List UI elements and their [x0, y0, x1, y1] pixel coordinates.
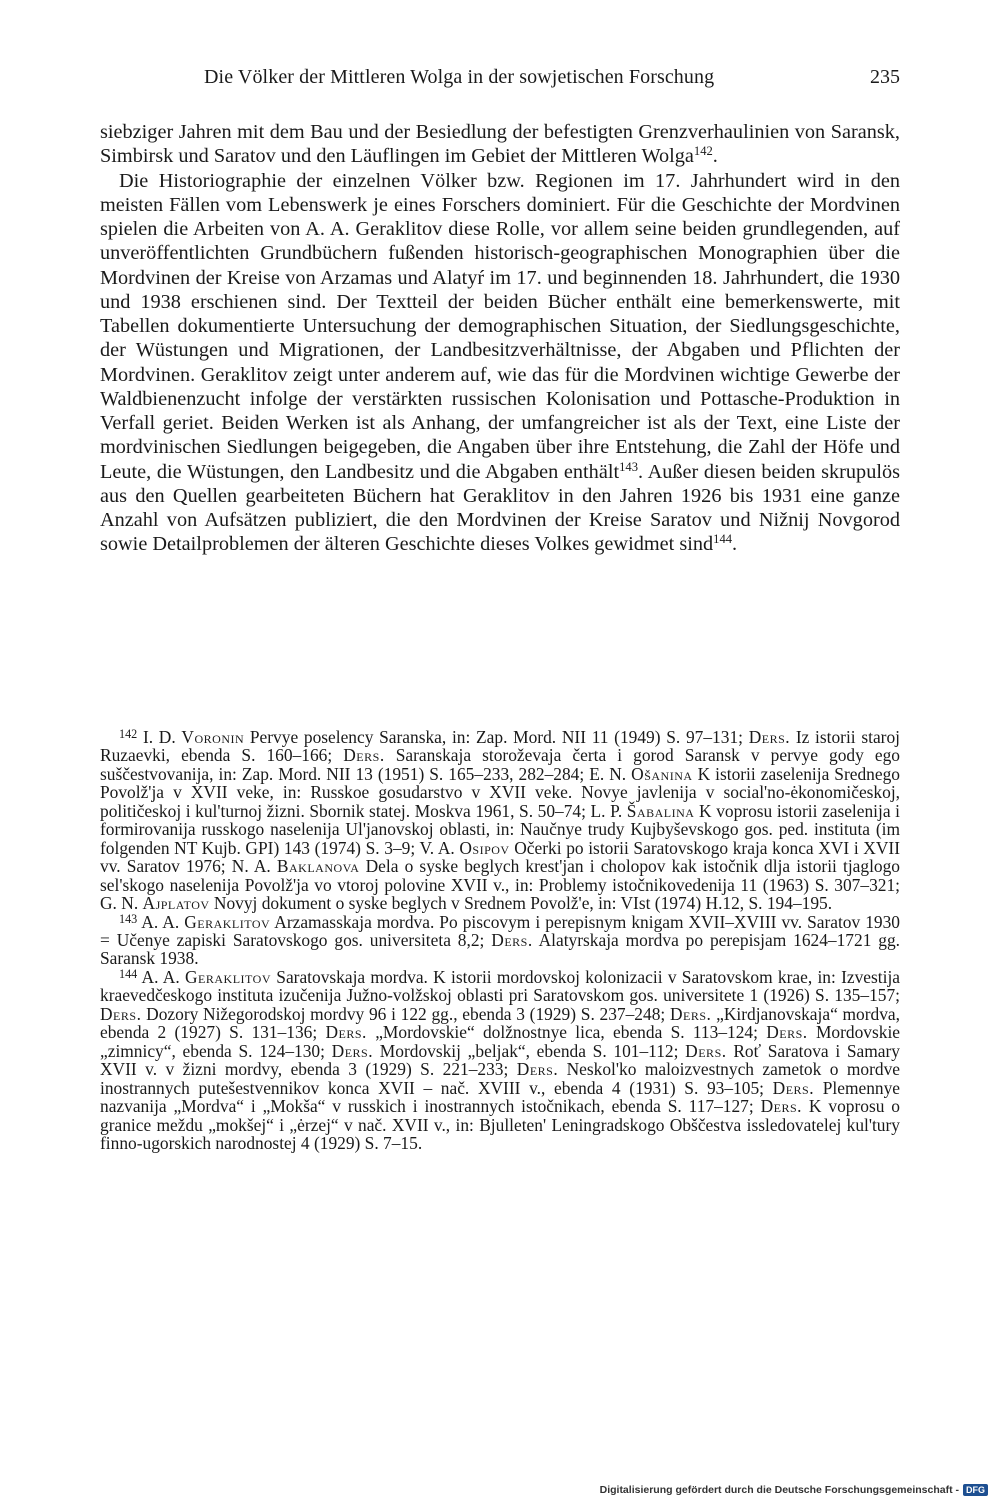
- footnote-ref-143[interactable]: 143: [619, 459, 638, 474]
- running-title: Die Völker der Mittleren Wolga in der sowjetischen Forschung: [204, 66, 715, 88]
- footer-text: Digitalisierung gefördert durch die Deutsche Forschungsgemeinschaft -: [599, 1484, 959, 1496]
- footnote-142: $^{142}$ I. D. Voronin Pervye poselency Saranska, in: Zap. Mord. NII 11 (1949) S. 97–131; Ders. Iz istorii staroj Ruzaevki, ebenda S. 160–166; Ders. Saranskaja storoževaja čerta i gorod Saransk v pervye gody ego suščestvovanija, in: Zap. Mord. NII 13 (1951) S. 165–233, 282–284; E. N. Ošanina K istorii zaselenija Srednego Povolž'ja v XVII veke, in: Russkoe gosudarstvo v XVII veke. Novye javlenija v social'no-ėkonomičeskoj, političeskoj i kul'turnoj žizni. Sbornik statej. Moskva 1961, S. 50–74; L. P. Šabalina K voprosu istorii zaselenija i formirovanija russkogo naselenija Ul'janovskoj oblasti, in: Naučnye trudy Kujbyševskogo gos. ped. instituta (im folgenden NT Kujb. GPI) 143 (1974) S. 3–9; V. A. Osipov Očerki po istorii Saratovskogo kraja konca XVI i XVII vv. Saratov 1976; N. A. Baklanova Dela o syske beglych krest'jan i cholopov kak istočnik dlja istorii tjaglogo sel'skogo naselenija Povolž'ja vo vtoroj polovine XVII v., in: Problemy istočnikovedenija 11 (1963) S. 307–321; G. N. Ajplatov Novyj dokument o syske beglych v Srednem Povolž'e, in: VIst (1974) H.12, S. 194–195.: [100, 727, 900, 914]
- main-text: [100, 120, 900, 557]
- paragraph-1: siebziger Jahren mit dem Bau und der Besiedlung der befestigten Grenzverhaulinien von Saransk, Simbirsk und Saratov und den Läuflingen im Gebiet der Mittleren Wolga$^{142}$.: [100, 121, 900, 168]
- footnote-ref-142[interactable]: 142: [693, 144, 713, 159]
- footnote-number: 142: [119, 727, 138, 742]
- running-header: [100, 66, 900, 89]
- footnotes: [100, 728, 900, 1152]
- dfg-logo: DFG: [963, 1484, 988, 1496]
- author-name: Baklanova: [276, 856, 360, 877]
- author-name: Voronin: [181, 727, 245, 747]
- author-name: Osipov: [459, 837, 510, 858]
- footnote-number: 144: [119, 967, 138, 982]
- author-name: Šabalina: [626, 800, 695, 821]
- footnote-ref-144[interactable]: 144: [713, 532, 733, 547]
- footnote-144: $^{144}$ A. A. Geraklitov Saratovskaja mordva. K istorii mordovskoj kolonizacii v Saratovskom krae, in: Izvestija kraevedčeskogo instituta izučenija Južno-volžskoj oblasti pri Saratovskom gos. universitete 1 (1926) S. 135–157; Ders. Dozory Nižegorodskoj mordvy 96 i 122 gg., ebenda 3 (1929) S. 237–248; Ders. „Kirdjanovskaja“ mordva, ebenda 2 (1927) S. 131–136; Ders. „Mordovskie“ dolžnostnye lica, ebenda S. 113–124; Ders. Mordovskie „zimnicy“, ebenda S. 124–130; Ders. Mordovskij „beljak“, ebenda S. 101–112; Ders. Roť Saratova i Samary XVII v. v žizni mordvy, ebenda 3 (1929) S. 221–233; Ders. Neskol'ko maloizvestnych zametok o mordve inostrannych putešestvennikov konca XVII – nač. XVIII v., ebenda 4 (1931) S. 93–105; Ders. Plemennye nazvanija „Mordva“ i „Mokša“ v russkich i inostrannych istočnikach, ebenda S. 117–127; Ders. K voprosu o granice meždu „mokšej“ i „ėrzej“ v nač. XVII v., in: Bjulleten' Leningradskogo Obščestva issledovatelej kul'tury finno-ugorskich narodnostej 4 (1929) S. 7–15.: [100, 966, 901, 1153]
- digitization-footer: [600, 1484, 988, 1496]
- author-name: Ošanina: [631, 763, 693, 784]
- footnote-143: $^{143}$ A. A. Geraklitov Arzamasskaja mordva. Po piscovym i perepisnym knigam XVII–XVIII vv. Saratov 1930 = Učenye zapiski Saratovskogo gos. universiteta 8,2; Ders. Alatyrskaja mordva po perepisjam 1624–1721 gg. Saransk 1938.: [100, 911, 901, 969]
- paragraph-2: Die Historiographie der einzelnen Völker bzw. Regionen im 17. Jahrhundert wird in den meisten Fällen vom Lebenswerk je eines Forschers dominiert. Für die Geschichte der Mordvinen spielen die Arbeiten von A. A. Geraklitov diese Rolle, vor allem seine beiden grundlegenden, auf unveröffentlichten Grundbüchern fußenden historisch-geographischen Monographien über die Mordvinen der Kreise von Arzamas und Alatyŕ im 17. und beginnenden 18. Jahrhundert, die 1930 und 1938 erschienen sind. Der Textteil der beiden Bücher enthält eine bemerkenswerte, mit Tabellen dokumentierte Untersuchung der demographischen Situation, der Siedlungsgeschichte, der Wüstungen und Migrationen, der Landbesitzverhältnisse, der Abgaben und Pflichten der Mordvinen. Geraklitov zeigt unter anderem auf, wie das für die Mordvinen wichtige Gewerbe der Waldbienenzucht infolge der verstärkten russischen Kolonisation und Pottasche-Produktion in Verfall geriet. Beiden Werken ist als Anhang, der umfangreicher ist als der Text, eine Liste der mordvinischen Siedlungen beigegeben, die Angaben über ihre Entstehung, die Zahl der Höfe und Leute, die Wüstungen, den Landbesitz und die Abgaben enthält$^{143}$. Außer diesen beiden skrupulös aus den Quellen gearbeiteten Büchern hat Geraklitov in den Jahren 1926 bis 1931 eine ganze Anzahl von Aufsätzen publiziert, die den Mordvinen der Kreise Saratov und Nižnij Novgorod sowie Detailproblemen der älteren Geschichte dieses Volkes gewidmet sind$^{144}$.: [100, 169, 900, 556]
- author-name: Ajplatov: [142, 893, 210, 914]
- author-name: Geraklitov: [185, 966, 271, 987]
- footnote-number: 143: [119, 911, 138, 926]
- page-number: 235: [870, 66, 900, 88]
- author-name: Geraklitov: [184, 911, 271, 932]
